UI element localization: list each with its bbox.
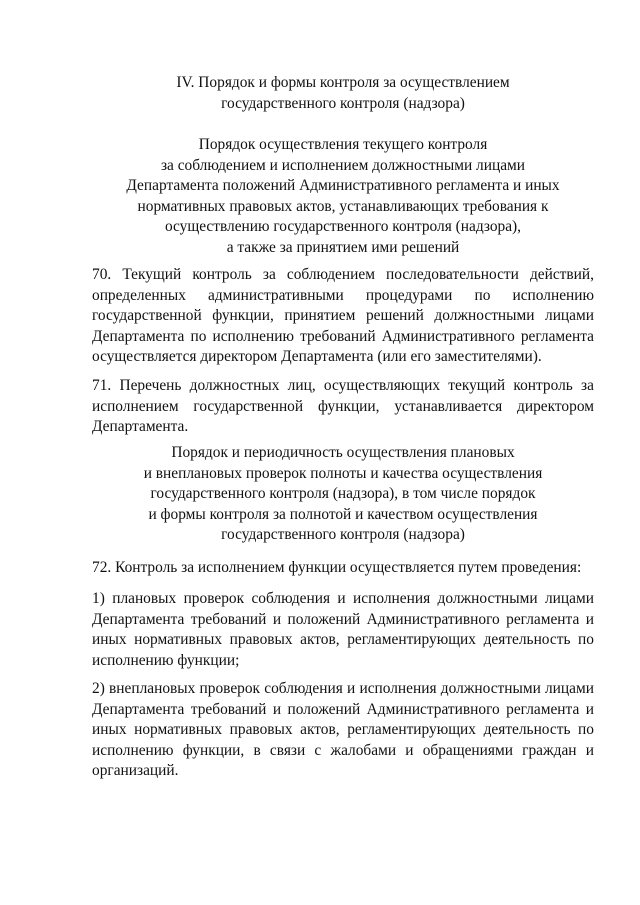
subheading-line: и формы контроля за полнотой и качеством осуществления	[148, 505, 538, 523]
subheading-current-control	[92, 135, 594, 258]
word: связи	[269, 741, 306, 759]
word: государственной	[193, 397, 304, 415]
word: и	[272, 610, 282, 628]
paragraph-line	[92, 265, 594, 286]
word: требований	[300, 327, 376, 345]
word: Департамента	[92, 610, 185, 628]
list-item-2	[92, 679, 594, 782]
word: исполнения	[359, 680, 437, 697]
paragraph-line	[92, 397, 594, 418]
word: исполнению	[512, 286, 594, 304]
paragraph-line: Департамента.	[92, 418, 189, 435]
paragraph-line	[92, 327, 594, 348]
word: положений	[287, 610, 361, 628]
word: проверок	[183, 590, 245, 607]
word: с	[314, 741, 322, 759]
paragraph-line	[92, 286, 594, 307]
word: процедурами	[365, 286, 453, 304]
word: проверок	[199, 680, 261, 697]
word: исполнения	[353, 590, 431, 607]
word: регламента	[506, 700, 580, 718]
paragraph-line	[92, 700, 594, 721]
word: устанавливается	[394, 397, 503, 415]
paragraph-line	[92, 589, 594, 610]
word: в	[253, 741, 261, 759]
paragraph-line: организаций.	[92, 762, 179, 779]
word: Перечень	[119, 377, 182, 394]
word: и	[405, 741, 414, 759]
paragraph-line: 72. Контроль за исполнением функции осуществляется путем проведения:	[92, 559, 582, 576]
paragraph-71	[92, 376, 594, 438]
word: иных	[92, 721, 127, 738]
word: функции,	[317, 397, 380, 415]
word: нормативных	[134, 721, 223, 738]
word: контроль	[192, 266, 252, 283]
word: и	[585, 610, 594, 628]
word: исполнению	[212, 327, 294, 345]
word: регламента	[520, 327, 594, 345]
word: административными	[208, 286, 344, 304]
paragraph-line	[92, 610, 594, 631]
word: соблюдения	[264, 680, 343, 697]
paragraph-line	[92, 630, 594, 651]
word: актов,	[300, 721, 340, 738]
word: 70.	[92, 266, 112, 283]
paragraph-72	[92, 558, 594, 579]
word: требований	[190, 700, 267, 718]
word: должностными	[437, 590, 538, 607]
subheading-line: Порядок осуществления текущего контроля	[198, 136, 488, 153]
word: регламентирующих	[347, 631, 476, 648]
section-heading-line: государственного контроля (надзора)	[221, 94, 465, 112]
word: Административного	[366, 610, 500, 628]
word: соблюдением	[286, 266, 375, 283]
subheading-line: а также за принятием ими решений	[226, 238, 460, 256]
word: текущий	[448, 377, 506, 394]
paragraph-line	[92, 741, 594, 762]
word: 71.	[92, 377, 112, 394]
word: функции,	[182, 741, 245, 759]
word: правовых	[229, 721, 293, 738]
word: определенных	[92, 286, 186, 304]
word: за	[262, 266, 276, 283]
word: по	[190, 327, 207, 345]
word: иных	[92, 631, 127, 648]
word: 2)	[92, 680, 105, 697]
word: и	[585, 700, 594, 718]
word: Департамента	[92, 327, 185, 345]
subheading-line: государственного контроля (надзора), в том числе порядок	[150, 485, 536, 502]
word: должностными	[440, 680, 541, 697]
word: действий,	[529, 266, 594, 283]
word: принятием	[284, 307, 356, 324]
word: граждан	[522, 741, 577, 759]
word: деятельность	[483, 631, 571, 648]
word: лицами	[545, 307, 594, 324]
word: контроль	[513, 377, 573, 394]
word: и	[272, 700, 282, 718]
word: и	[337, 590, 346, 607]
paragraph-line: осуществляется директором Департамента (или его заместителями).	[92, 348, 542, 365]
paragraph-line	[92, 376, 594, 397]
word: Административного	[366, 700, 500, 718]
subheading-line: нормативных правовых актов, устанавливающих требования к	[137, 197, 549, 215]
subheading-line: Департамента положений Административного регламента и иных	[126, 177, 560, 194]
word: должностных	[189, 377, 280, 394]
word: за	[581, 377, 594, 394]
word: государственной	[92, 307, 202, 324]
word: лицами	[545, 680, 594, 697]
word: и	[347, 680, 356, 697]
subheading-line: осуществлению государственного контроля (надзора),	[164, 218, 522, 235]
word: по	[578, 631, 594, 648]
word: требований	[190, 610, 267, 628]
paragraph-line	[92, 679, 594, 700]
subheading-line: за соблюдением и исполнением должностными лицами	[160, 156, 526, 174]
word: Департамента	[92, 700, 185, 718]
paragraph-line	[92, 720, 594, 741]
paragraph-70	[92, 265, 594, 368]
word: актов,	[300, 631, 340, 648]
word: нормативных	[134, 631, 223, 648]
section-heading-line: IV. Порядок и формы контроля за осуществлением	[176, 74, 510, 91]
word: осуществляющих	[323, 377, 441, 394]
subheading-line: Порядок и периодичность осуществления плановых	[171, 444, 515, 461]
subheading-line: государственного контроля (надзора)	[221, 526, 465, 543]
word: внеплановых	[109, 680, 196, 697]
word: правовых	[229, 631, 293, 648]
word: решений	[365, 307, 424, 324]
word: и	[585, 741, 594, 759]
word: деятельность	[483, 721, 571, 738]
word: по	[578, 721, 594, 738]
word: обращениями	[422, 741, 513, 759]
word: регламентирующих	[347, 721, 476, 738]
word: последовательности	[386, 266, 519, 283]
word: плановых	[112, 590, 177, 607]
subheading-line: и внеплановых проверок полноты и качества осуществления	[143, 464, 543, 482]
word: положений	[287, 700, 361, 718]
subheading-inspections	[92, 443, 594, 546]
word: исполнению	[92, 741, 174, 759]
section-heading	[92, 73, 594, 114]
word: директором	[517, 397, 594, 415]
word: лицами	[544, 590, 594, 607]
word: по	[474, 286, 491, 304]
word: 1)	[92, 590, 105, 607]
word: Административного	[381, 327, 515, 345]
word: функции,	[212, 307, 274, 324]
word: соблюдения	[251, 590, 331, 607]
paragraph-line: исполнению функции;	[92, 651, 240, 669]
word: Текущий	[122, 266, 182, 283]
word: должностными	[434, 307, 535, 324]
word: жалобами	[330, 741, 397, 759]
word: регламента	[506, 610, 580, 628]
word: исполнением	[92, 397, 179, 415]
word: лиц,	[287, 377, 316, 394]
list-item-1	[92, 589, 594, 671]
paragraph-line	[92, 306, 594, 327]
